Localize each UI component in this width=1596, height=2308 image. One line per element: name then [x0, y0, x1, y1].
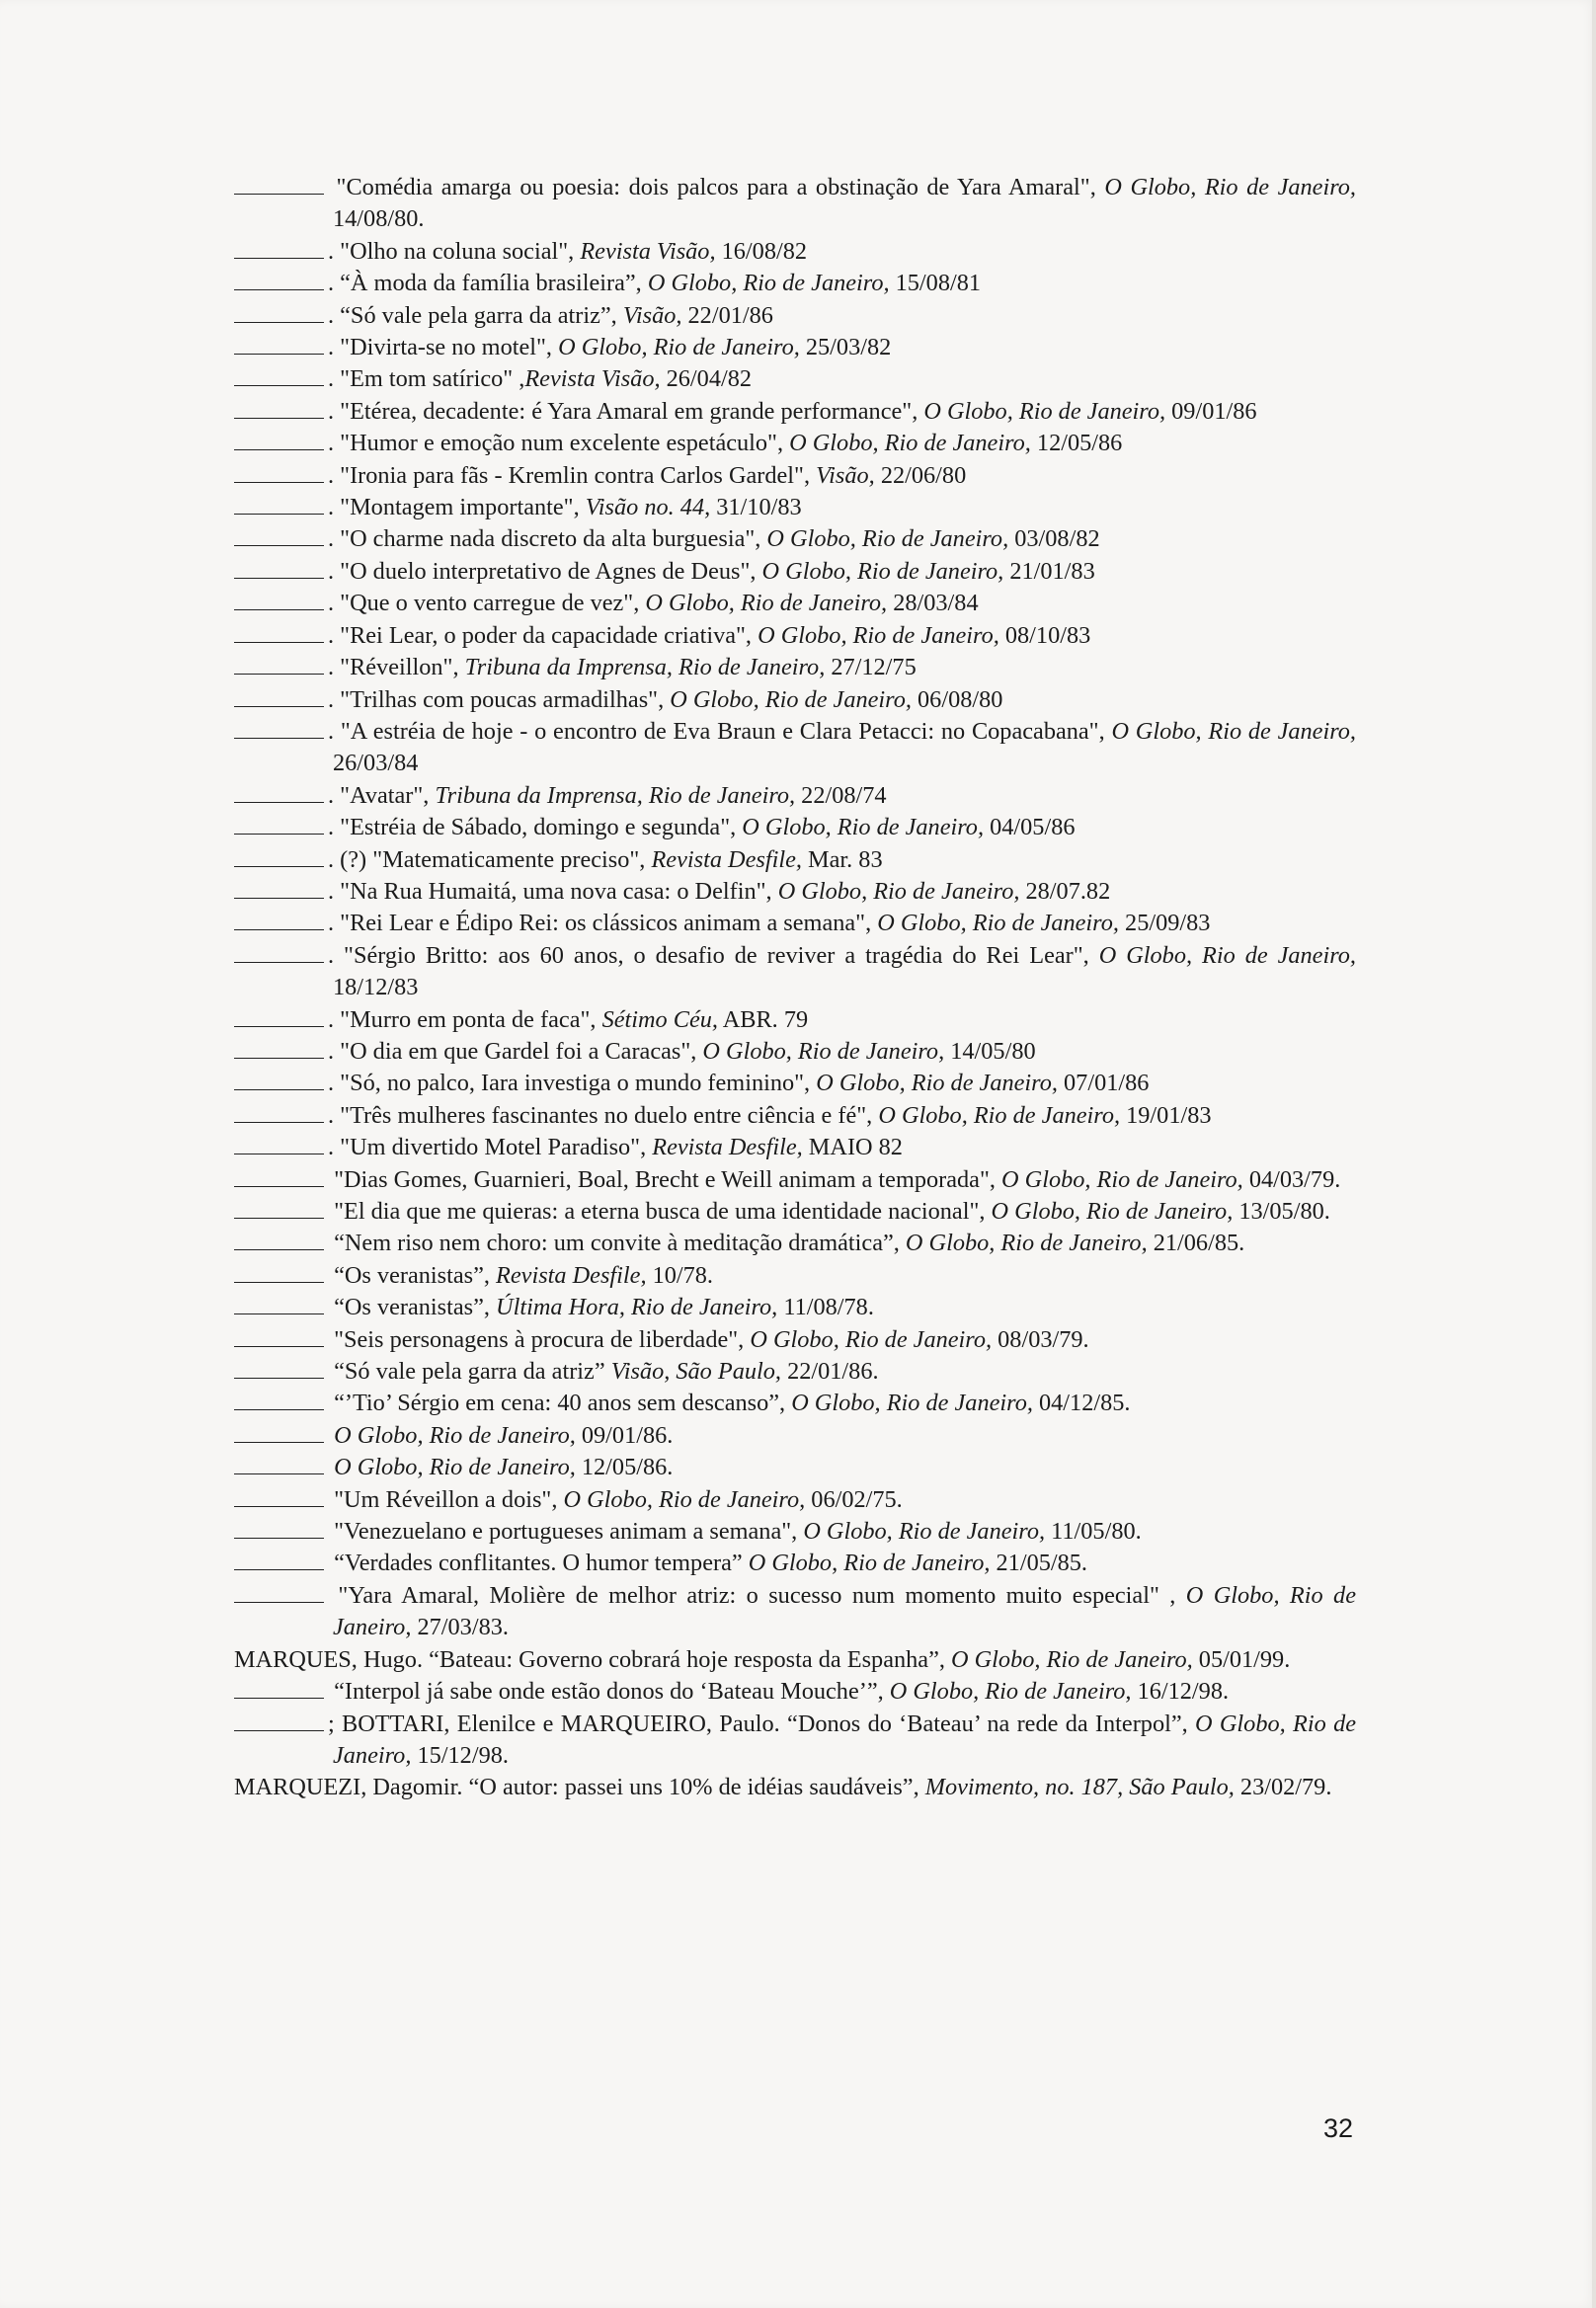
- bibliography-list: [234, 172, 1356, 1804]
- bibliography-entry: [234, 1388, 1356, 1419]
- bibliography-entry: [234, 844, 1356, 876]
- bibliography-entry: [234, 1260, 1356, 1292]
- repeat-author-dash: [234, 544, 324, 546]
- entry-title: . "Um divertido Motel Paradiso",: [328, 1134, 653, 1161]
- entry-source: O Globo, Rio de Janeiro,: [334, 1454, 576, 1481]
- entry-source: Revista Desfile,: [651, 845, 802, 873]
- bibliography-entry: [234, 620, 1356, 652]
- bibliography-entry: [234, 523, 1356, 555]
- entry-source: O Globo, Rio de Janeiro,: [334, 1421, 576, 1449]
- bibliography-entry: [234, 172, 1356, 236]
- repeat-author-dash: [234, 961, 324, 963]
- repeat-author-dash: [234, 1185, 324, 1187]
- bibliography-entry: [234, 1292, 1356, 1323]
- entry-date: 04/12/85.: [1032, 1390, 1131, 1417]
- bibliography-entry: [234, 1100, 1356, 1132]
- repeat-author-dash: [234, 1537, 324, 1539]
- entry-title: “Os veranistas”,: [328, 1294, 497, 1321]
- entry-source: O Globo, Rio de Janeiro,: [761, 557, 1004, 585]
- entry-date: 08/03/79.: [992, 1325, 1089, 1353]
- bibliography-entry: [234, 300, 1356, 332]
- bibliography-entry: [234, 1228, 1356, 1259]
- entry-source: Revista Desfile,: [496, 1261, 647, 1289]
- bibliography-entry: [234, 1068, 1356, 1099]
- bibliography-entry: [234, 396, 1356, 428]
- entry-title: "Venezuelano e portugueses animam a semana",: [328, 1518, 804, 1546]
- entry-source: O Globo, Rio de Janeiro,: [1098, 941, 1356, 969]
- entry-date: 16/08/82: [715, 237, 808, 265]
- bibliography-entry: [234, 1324, 1356, 1356]
- entry-source: O Globo, Rio de Janeiro,: [758, 621, 999, 649]
- entry-title: . "Rei Lear, o poder da capacidade criativa",: [328, 621, 758, 649]
- entry-source: O Globo, Rio de Janeiro,: [1104, 174, 1356, 200]
- entry-date: 10/78.: [646, 1261, 714, 1289]
- entry-date: 27/03/83.: [411, 1614, 509, 1641]
- repeat-author-dash: [234, 1568, 324, 1570]
- repeat-author-dash: [234, 513, 324, 515]
- bibliography-entry: [234, 268, 1356, 299]
- bibliography-entry: [234, 1356, 1356, 1388]
- repeat-author-dash: [234, 321, 324, 323]
- repeat-author-dash: [234, 288, 324, 290]
- entry-date: 11/08/78.: [777, 1294, 874, 1321]
- bibliography-entry: [234, 492, 1356, 523]
- entry-title: . "Estréia de Sábado, domingo e segunda",: [328, 814, 743, 841]
- repeat-author-dash: [234, 737, 324, 739]
- entry-source: Sétimo Céu,: [601, 1005, 718, 1033]
- bibliography-entry: [234, 940, 1356, 1004]
- bibliography-entry: [234, 652, 1356, 683]
- bibliography-entry: [234, 1036, 1356, 1068]
- entry-source: Revista Visão,: [580, 237, 716, 265]
- entry-source: O Globo, Rio de Janeiro,: [777, 877, 1020, 905]
- entry-title: . “Só vale pela garra da atriz”,: [328, 301, 623, 329]
- bibliography-entry: [234, 460, 1356, 492]
- entry-date: 09/01/86.: [575, 1421, 674, 1449]
- entry-date: 14/05/80: [944, 1037, 1036, 1065]
- entry-title: . "Murro em ponta de faca",: [328, 1005, 602, 1033]
- entry-date: 08/10/83: [998, 621, 1091, 649]
- entry-source: O Globo, Rio de Janeiro,: [563, 1485, 806, 1513]
- entry-source: O Globo, Rio de Janeiro,: [1111, 717, 1356, 745]
- entry-title: "Seis personagens à procura de liberdade",: [328, 1325, 751, 1353]
- entry-source: Revista Visão,: [524, 365, 661, 393]
- entry-date: 15/08/81: [889, 270, 982, 297]
- entry-source: Visão no. 44,: [585, 494, 711, 521]
- entry-date: 06/02/75.: [805, 1485, 903, 1513]
- entry-source: O Globo, Rio de Janeiro,: [333, 1710, 1357, 1769]
- entry-date: 26/04/82: [660, 365, 753, 393]
- entry-date: 25/03/82: [799, 334, 892, 361]
- entry-date: 22/01/86.: [781, 1358, 879, 1386]
- entry-title: . "O duelo interpretativo de Agnes de Deus",: [328, 557, 762, 585]
- entry-date: 27/12/75: [825, 654, 917, 681]
- repeat-author-dash: [234, 1217, 324, 1219]
- repeat-author-dash: [234, 865, 324, 867]
- entry-title: . "Etérea, decadente: é Yara Amaral em grande performance",: [328, 397, 924, 425]
- repeat-author-dash: [234, 1729, 324, 1731]
- entry-date: 12/05/86.: [575, 1454, 674, 1481]
- bibliography-entry: [234, 876, 1356, 908]
- entry-date: 03/08/82: [1008, 525, 1100, 553]
- entry-title: "Comédia amarga ou poesia: dois palcos para a obstinação de Yara Amaral",: [328, 174, 1105, 200]
- repeat-author-dash: [234, 1121, 324, 1123]
- entry-date: 21/06/85.: [1147, 1230, 1245, 1257]
- bibliography-entry: [234, 716, 1356, 780]
- entry-date: 18/12/83: [333, 974, 419, 1001]
- entry-date: 07/01/86: [1057, 1070, 1150, 1097]
- repeat-author-dash: [234, 673, 324, 675]
- entry-source: Visão,: [816, 461, 875, 489]
- repeat-author-dash: [234, 641, 324, 643]
- entry-source: Visão, São Paulo,: [610, 1358, 782, 1386]
- entry-source: Visão,: [622, 301, 682, 329]
- bibliography-entry: [234, 1676, 1356, 1708]
- entry-date: 26/03/84: [333, 750, 419, 777]
- bibliography-entry: [234, 1004, 1356, 1036]
- entry-title: . "Olho na coluna social",: [328, 237, 581, 265]
- entry-source: O Globo, Rio de Janeiro,: [766, 525, 1009, 553]
- entry-date: 05/01/99.: [1192, 1645, 1291, 1673]
- entry-title: . "Trilhas com poucas armadilhas",: [328, 685, 671, 713]
- entry-title: MARQUEZI, Dagomir. “O autor: passei uns 10% de idéias saudáveis”,: [234, 1774, 925, 1801]
- entry-date: 06/08/80: [911, 685, 1003, 713]
- entry-source: O Globo, Rio de Janeiro,: [750, 1325, 993, 1353]
- entry-title: “Só vale pela garra da atriz”: [328, 1358, 611, 1386]
- bibliography-entry: [234, 908, 1356, 939]
- entry-source: Última Hora, Rio de Janeiro,: [496, 1294, 778, 1321]
- entry-date: 31/10/83: [710, 494, 802, 521]
- entry-title: . "O dia em que Gardel foi a Caracas",: [328, 1037, 703, 1065]
- repeat-author-dash: [234, 448, 324, 450]
- entry-title: . "Que o vento carregue de vez",: [328, 590, 646, 617]
- entry-date: MAIO 82: [802, 1134, 903, 1161]
- entry-title: . "Humor e emoção num excelente espetáculo",: [328, 430, 790, 457]
- repeat-author-dash: [234, 1505, 324, 1507]
- entry-source: O Globo, Rio de Janeiro,: [877, 910, 1119, 937]
- bibliography-entry: [234, 1196, 1356, 1228]
- entry-title: . "Só, no palco, Iara investiga o mundo feminino",: [328, 1070, 817, 1097]
- entry-source: O Globo, Rio de Janeiro,: [816, 1070, 1058, 1097]
- entry-title: . (?) "Matematicamente preciso",: [328, 845, 652, 873]
- repeat-author-dash: [234, 1472, 324, 1474]
- page-edge: [1592, 0, 1596, 2308]
- repeat-author-dash: [234, 417, 324, 419]
- entry-source: O Globo, Rio de Janeiro,: [951, 1645, 1193, 1673]
- entry-date: 09/01/86: [1165, 397, 1257, 425]
- entry-date: 16/12/98.: [1131, 1678, 1230, 1706]
- entry-source: O Globo, Rio de Janeiro,: [803, 1518, 1046, 1546]
- bibliography-entry: [234, 428, 1356, 459]
- repeat-author-dash: [234, 1088, 324, 1090]
- entry-title: . "Sérgio Britto: aos 60 anos, o desafio de reviver a tragédia do Rei Lear",: [328, 941, 1099, 969]
- repeat-author-dash: [234, 1601, 324, 1603]
- entry-date: 28/03/84: [887, 590, 979, 617]
- entry-date: Mar. 83: [801, 845, 883, 873]
- repeat-author-dash: [234, 801, 324, 803]
- bibliography-entry: [234, 780, 1356, 812]
- bibliography-entry: [234, 1516, 1356, 1548]
- entry-date: 04/05/86: [984, 814, 1076, 841]
- entry-title: . "Divirta-se no motel",: [328, 334, 559, 361]
- entry-title: “Verdades conflitantes. O humor tempera”: [328, 1550, 749, 1577]
- entry-source: Revista Desfile,: [652, 1134, 803, 1161]
- repeat-author-dash: [234, 257, 324, 259]
- repeat-author-dash: [234, 1697, 324, 1699]
- entry-title: . "Avatar",: [328, 781, 436, 809]
- entry-date: 21/01/83: [1003, 557, 1095, 585]
- bibliography-entry: [234, 1644, 1356, 1676]
- entry-source: O Globo, Rio de Janeiro,: [647, 270, 890, 297]
- entry-title: "Yara Amaral, Molière de melhor atriz: o sucesso num momento muito especial" ,: [328, 1581, 1186, 1609]
- repeat-author-dash: [234, 1313, 324, 1314]
- entry-title: ; BOTTARI, Elenilce e MARQUEIRO, Paulo. “Donos do ‘Bateau’ na rede da Interpol”,: [328, 1710, 1196, 1737]
- bibliography-entry: [234, 1772, 1356, 1803]
- entry-title: . "Três mulheres fascinantes no duelo entre ciência e fé",: [328, 1101, 879, 1129]
- bibliography-entry: [234, 1548, 1356, 1579]
- entry-source: O Globo, Rio de Janeiro,: [991, 1198, 1234, 1225]
- repeat-author-dash: [234, 1281, 324, 1283]
- bibliography-entry: [234, 588, 1356, 619]
- entry-date: 14/08/80.: [333, 205, 425, 233]
- bibliography-entry: [234, 1420, 1356, 1452]
- bibliography-entry: [234, 1709, 1356, 1773]
- entry-source: O Globo, Rio de Janeiro,: [791, 1390, 1033, 1417]
- entry-date: 22/08/74: [795, 781, 887, 809]
- entry-title: "El dia que me quieras: a eterna busca de uma identidade nacional",: [328, 1198, 992, 1225]
- entry-title: . "Rei Lear e Édipo Rei: os clássicos animam a semana",: [328, 910, 878, 937]
- entry-source: O Globo, Rio de Janeiro,: [1001, 1165, 1243, 1193]
- entry-date: 21/05/85.: [990, 1550, 1087, 1577]
- entry-title: . "Réveillon",: [328, 654, 465, 681]
- repeat-author-dash: [234, 1248, 324, 1250]
- entry-source: O Globo, Rio de Janeiro,: [645, 590, 888, 617]
- entry-source: O Globo, Rio de Janeiro,: [923, 397, 1166, 425]
- repeat-author-dash: [234, 577, 324, 579]
- bibliography-entry: [234, 812, 1356, 843]
- entry-source: O Globo, Rio de Janeiro,: [889, 1678, 1132, 1706]
- repeat-author-dash: [234, 1377, 324, 1379]
- repeat-author-dash: [234, 384, 324, 386]
- entry-source: O Globo, Rio de Janeiro,: [748, 1550, 991, 1577]
- repeat-author-dash: [234, 1025, 324, 1027]
- entry-date: 23/02/79.: [1234, 1774, 1332, 1801]
- entry-source: Tribuna da Imprensa, Rio de Janeiro,: [464, 654, 826, 681]
- bibliography-entry: [234, 1452, 1356, 1483]
- entry-source: O Globo, Rio de Janeiro,: [742, 814, 985, 841]
- repeat-author-dash: [234, 833, 324, 835]
- bibliography-entry: [234, 332, 1356, 363]
- entry-title: . "O charme nada discreto da alta burguesia",: [328, 525, 767, 553]
- entry-source: O Globo, Rio de Janeiro,: [878, 1101, 1121, 1129]
- entry-title: . "Montagem importante",: [328, 494, 586, 521]
- entry-source: O Globo, Rio de Janeiro,: [905, 1230, 1148, 1257]
- repeat-author-dash: [234, 1345, 324, 1347]
- entry-title: “Nem riso nem choro: um convite à meditação dramática”,: [328, 1230, 906, 1257]
- entry-date: 19/01/83: [1120, 1101, 1212, 1129]
- entry-date: 15/12/98.: [411, 1741, 509, 1769]
- entry-date: 13/05/80.: [1233, 1198, 1330, 1225]
- entry-title: . "Em tom satírico" ,: [328, 365, 525, 393]
- repeat-author-dash: [234, 897, 324, 899]
- entry-source: O Globo, Rio de Janeiro,: [333, 1581, 1356, 1641]
- entry-date: 25/09/83: [1118, 910, 1211, 937]
- bibliography-entry: [234, 1164, 1356, 1196]
- entry-date: 22/01/86: [681, 301, 773, 329]
- entry-title: . "Ironia para fãs - Kremlin contra Carlos Gardel",: [328, 461, 817, 489]
- bibliography-entry: [234, 1484, 1356, 1516]
- entry-title: . "Na Rua Humaitá, uma nova casa: o Delfin",: [328, 877, 778, 905]
- entry-title: MARQUES, Hugo. “Bateau: Governo cobrará hoje resposta da Espanha”,: [234, 1645, 951, 1673]
- entry-title: "Dias Gomes, Guarnieri, Boal, Brecht e Weill animam a temporada",: [328, 1165, 1002, 1193]
- entry-title: "Um Réveillon a dois",: [328, 1485, 564, 1513]
- entry-source: O Globo, Rio de Janeiro,: [789, 430, 1031, 457]
- entry-date: ABR. 79: [717, 1005, 809, 1033]
- bibliography-entry: [234, 363, 1356, 395]
- entry-title: . "A estréia de hoje - o encontro de Eva Braun e Clara Petacci: no Copacabana",: [328, 717, 1112, 745]
- entry-title: “’Tio’ Sérgio em cena: 40 anos sem descanso”,: [328, 1390, 792, 1417]
- repeat-author-dash: [234, 705, 324, 707]
- entry-title: . “À moda da família brasileira”,: [328, 270, 648, 297]
- entry-title: “Interpol já sabe onde estão donos do ‘Bateau Mouche’”,: [328, 1678, 890, 1706]
- bibliography-entry: [234, 684, 1356, 716]
- entry-date: 11/05/80.: [1045, 1518, 1142, 1546]
- page-number: 32: [1322, 2113, 1353, 2143]
- repeat-author-dash: [234, 1408, 324, 1410]
- repeat-author-dash: [234, 481, 324, 483]
- bibliography-entry: [234, 236, 1356, 268]
- entry-date: 12/05/86: [1030, 430, 1123, 457]
- entry-title: “Os veranistas”,: [328, 1261, 497, 1289]
- repeat-author-dash: [234, 1441, 324, 1443]
- entry-date: 22/06/80: [874, 461, 967, 489]
- entry-date: 28/07.82: [1019, 877, 1111, 905]
- bibliography-entry: [234, 556, 1356, 588]
- repeat-author-dash: [234, 928, 324, 930]
- repeat-author-dash: [234, 353, 324, 355]
- repeat-author-dash: [234, 1057, 324, 1059]
- bibliography-entry: [234, 1580, 1356, 1644]
- repeat-author-dash: [234, 1153, 324, 1154]
- entry-source: O Globo, Rio de Janeiro,: [558, 334, 800, 361]
- entry-source: O Globo, Rio de Janeiro,: [670, 685, 912, 713]
- entry-source: Movimento, no. 187, São Paulo,: [924, 1774, 1235, 1801]
- entry-source: Tribuna da Imprensa, Rio de Janeiro,: [435, 781, 796, 809]
- entry-source: O Globo, Rio de Janeiro,: [702, 1037, 945, 1065]
- repeat-author-dash: [234, 608, 324, 610]
- repeat-author-dash: [234, 193, 324, 195]
- bibliography-entry: [234, 1132, 1356, 1163]
- entry-date: 04/03/79.: [1242, 1165, 1341, 1193]
